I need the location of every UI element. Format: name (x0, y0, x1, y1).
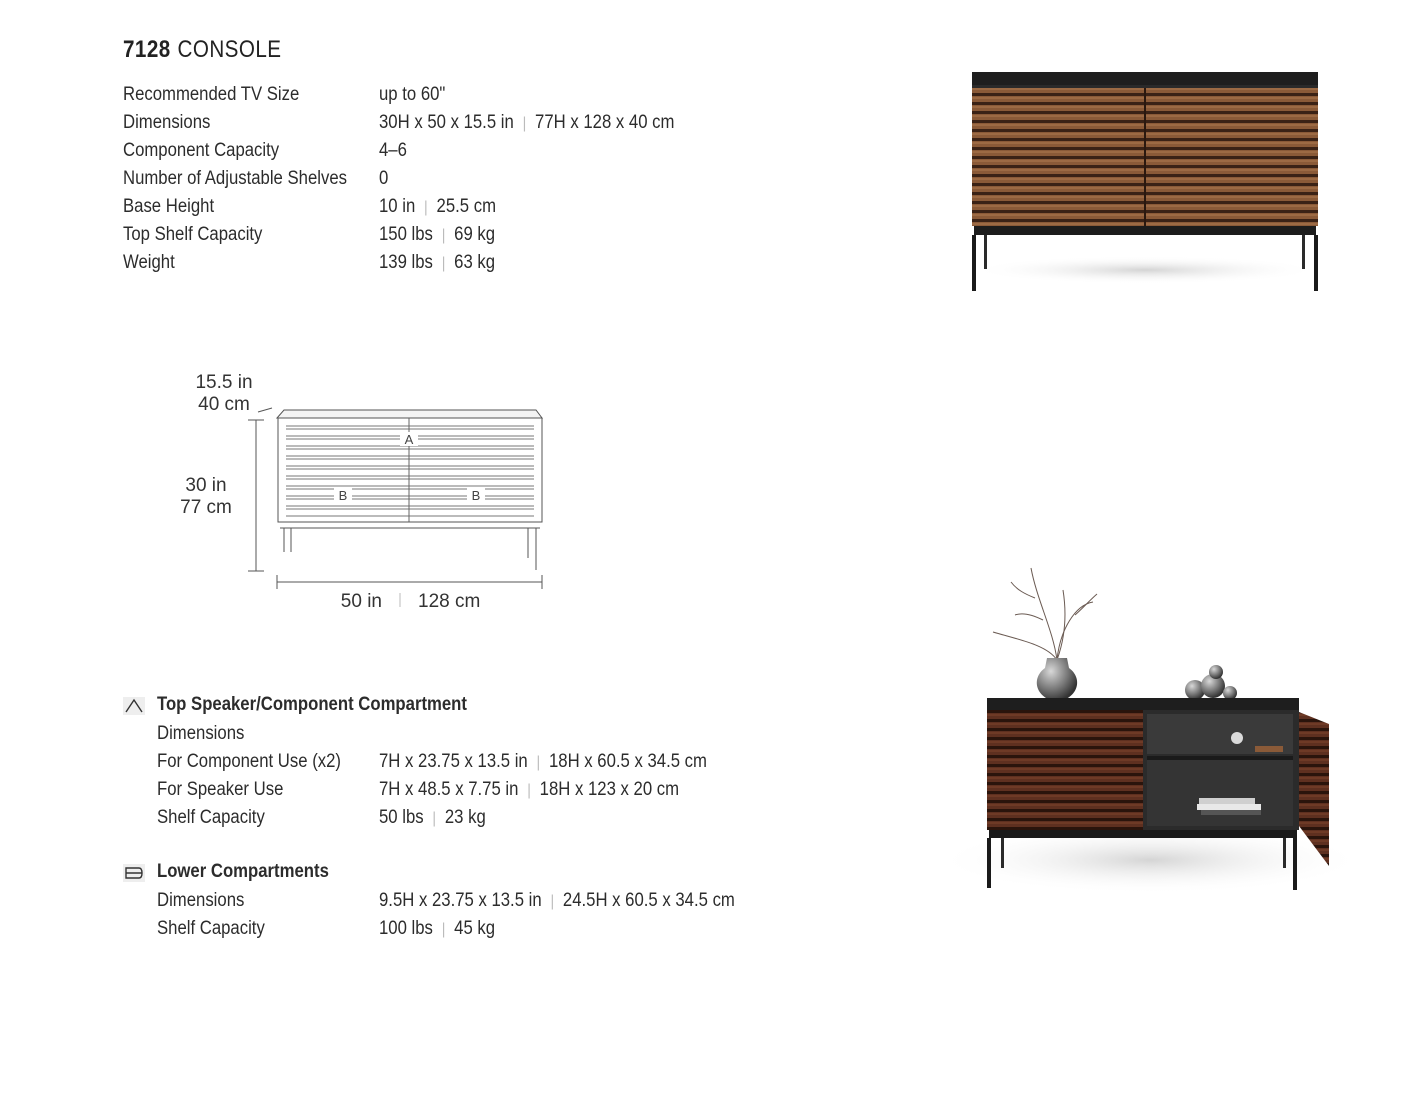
spec-value: 100 lbs | 45 kg (379, 918, 496, 939)
marker-a-label: A (404, 432, 414, 447)
spec-label: For Speaker Use (157, 779, 284, 800)
height-in-label: 30 in (185, 475, 227, 496)
spec-label: Base Height (123, 196, 215, 217)
spec-value: 139 lbs | 63 kg (379, 252, 496, 273)
dimension-drawing (160, 360, 580, 630)
spec-label: Number of Adjustable Shelves (123, 168, 348, 189)
spec-label: Weight (123, 252, 175, 273)
spec-imperial: 30H x 50 x 15.5 in (379, 112, 514, 133)
spec-value: 0 (379, 168, 389, 189)
spec-label: Top Shelf Capacity (123, 224, 263, 245)
spec-imperial: 100 lbs (379, 918, 433, 939)
product-title (123, 36, 281, 64)
product-number: 7128 (123, 36, 171, 63)
product-name: CONSOLE (177, 36, 282, 63)
spec-label: Shelf Capacity (157, 918, 265, 939)
section-a-marker-icon (123, 697, 145, 715)
spec-label: Shelf Capacity (157, 807, 265, 828)
spec-metric: 23 kg (444, 807, 486, 828)
spec-imperial: 150 lbs (379, 224, 433, 245)
spec-value: 10 in | 25.5 cm (379, 196, 496, 217)
height-cm-label: 77 cm (180, 497, 232, 518)
section-b-title: Lower Compartments (157, 861, 329, 882)
width-cm-label: 128 cm (418, 591, 481, 612)
spec-value: up to 60" (379, 84, 446, 105)
section-a-heading (123, 694, 509, 716)
spec-metric: 69 kg (454, 224, 496, 245)
spec-value: 4–6 (379, 140, 407, 161)
spec-metric: 63 kg (454, 252, 496, 273)
spec-metric: 25.5 cm (436, 196, 496, 217)
spec-imperial: 7H x 23.75 x 13.5 in (379, 751, 528, 772)
depth-cm-label: 40 cm (198, 394, 250, 415)
spec-value: 150 lbs | 69 kg (379, 224, 496, 245)
section-b-marker-icon (123, 864, 145, 882)
spec-metric: 77H x 128 x 40 cm (535, 112, 675, 133)
spec-label: For Component Use (x2) (157, 751, 341, 772)
spec-label: Component Capacity (123, 140, 280, 161)
spec-metric: 18H x 123 x 20 cm (539, 779, 680, 800)
width-in-label: 50 in (340, 591, 382, 612)
depth-in-label: 15.5 in (195, 372, 253, 393)
spec-value: 7H x 48.5 x 7.75 in | 18H x 123 x 20 cm (379, 779, 680, 800)
section-a-title: Top Speaker/Component Compartment (157, 694, 467, 715)
marker-b-label-left: B (338, 488, 348, 503)
spec-metric: 24.5H x 60.5 x 34.5 cm (562, 890, 735, 911)
spec-value: 30H x 50 x 15.5 in | 77H x 128 x 40 cm (379, 112, 675, 133)
spec-label: Dimensions (123, 112, 211, 133)
product-photo-closed (950, 60, 1340, 310)
spec-metric: 45 kg (454, 918, 496, 939)
spec-metric: 18H x 60.5 x 34.5 cm (548, 751, 707, 772)
spec-imperial: 7H x 48.5 x 7.75 in (379, 779, 519, 800)
spec-label: Recommended TV Size (123, 84, 300, 105)
marker-b-label-right: B (471, 488, 481, 503)
section-a-subheading: Dimensions (157, 723, 245, 744)
spec-label: Dimensions (157, 890, 245, 911)
spec-value: 50 lbs | 23 kg (379, 807, 486, 828)
spec-imperial: 9.5H x 23.75 x 13.5 in (379, 890, 542, 911)
spec-imperial: 139 lbs (379, 252, 433, 273)
section-b-heading (123, 861, 352, 883)
product-photo-open (925, 560, 1375, 910)
spec-imperial: 10 in (379, 196, 416, 217)
spec-value: 9.5H x 23.75 x 13.5 in | 24.5H x 60.5 x 34.5 cm (379, 890, 735, 911)
spec-imperial: 50 lbs (379, 807, 424, 828)
spec-value: 7H x 23.75 x 13.5 in | 18H x 60.5 x 34.5 cm (379, 751, 707, 772)
